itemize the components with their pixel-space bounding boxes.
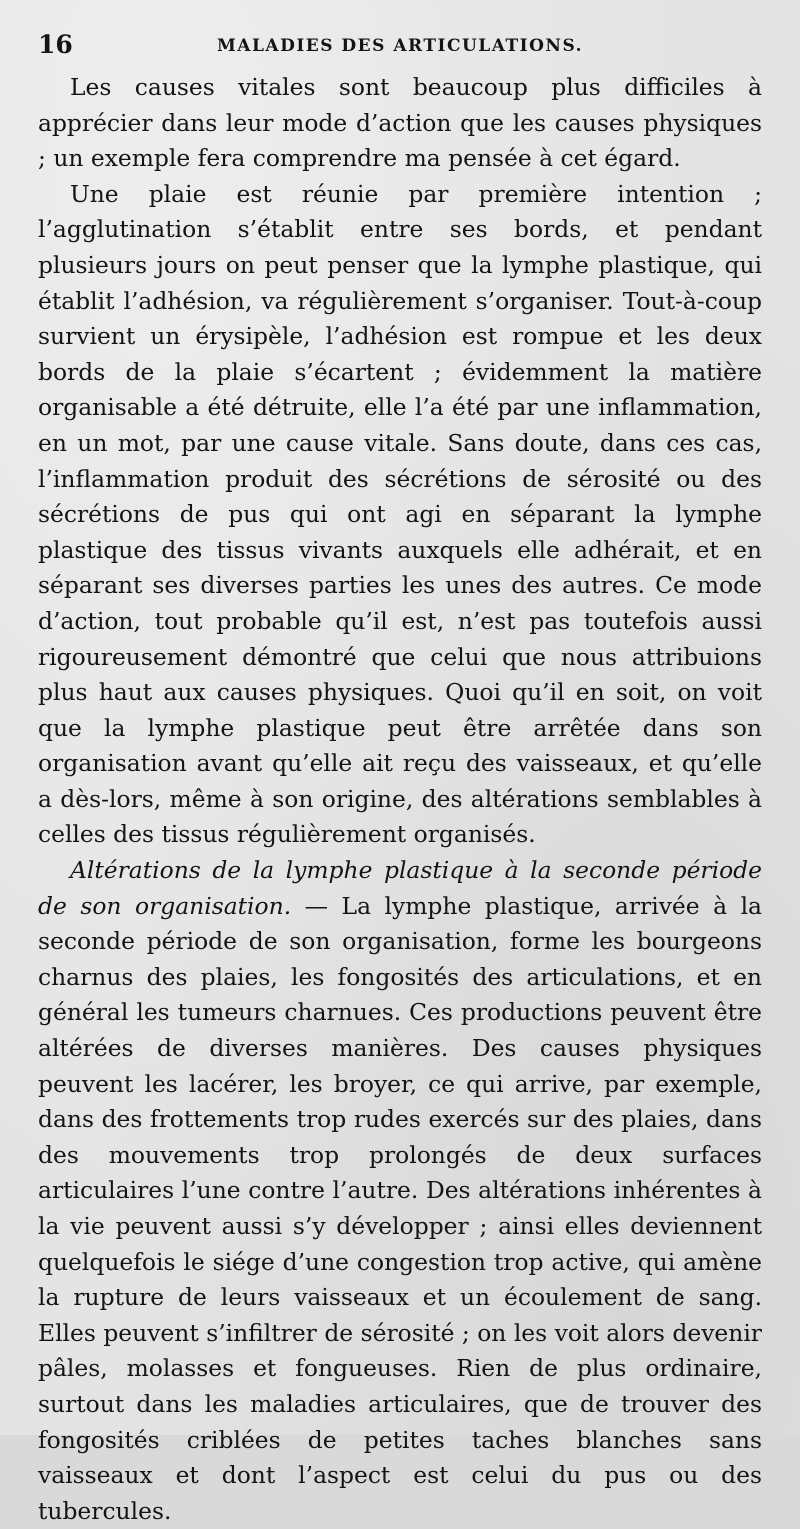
- running-header: [38, 30, 762, 66]
- paragraph-vital-causes: Les causes vitales sont beaucoup plus difficiles à apprécier dans leur mode d’action que les causes physiques ; un exemple fera comprendre ma pensée à cet égard.: [38, 73, 762, 173]
- section-title: Altérations de la lymphe plastique à la seconde période de son organisation.: [38, 856, 762, 920]
- paragraph-wound-example: Une plaie est réunie par première intention ; l’agglutination s’établit entre ses bords, et pendant plusieurs jours on peut penser que la lymphe plastique, qui établit l’adhésion, va régulièrement s’organiser. Tout-à-coup survient un érysipèle, l’adhésion est rompue et les deux bords de la plaie s’écartent ; évidemment la matière organisable a été détruite, elle l’a été par une inflammation, en un mot, par une cause vitale. Sans doute, dans ces cas, l’inflammation produit des sécrétions de sérosité ou des sécrétions de pus qui ont agi en séparant la lymphe plastique des tissus vivants auxquels elle adhérait, et en séparant ses diverses parties les unes des autres. Ce mode d’action, tout probable qu’il est, n’est pas toutefois aussi rigoureusement démontré que celui que nous attribuions plus haut aux causes physiques. Quoi qu’il en soit, on voit que la lymphe plastique peut être arrêtée dans son organisation avant qu’elle ait reçu des vaisseaux, et qu’elle a dès-lors, même à son origine, des altérations semblables à celles des tissus régulièrement organisés.: [38, 179, 762, 849]
- running-title: MALADIES DES ARTICULATIONS.: [216, 36, 584, 56]
- paragraph-second-period: [38, 853, 762, 1529]
- page-number: 16: [38, 30, 73, 59]
- body-text: [38, 70, 762, 1529]
- section-text: — La lymphe plastique, arrivée à la seconde période de son organisation, forme les bourgeons charnus des plaies, les fongosités des articulations, et en général les tumeurs charnues. Ces productions peuvent être altérées de diverses manières. Des causes physiques peuvent les lacérer, les broyer, ce qui arrive, par exemple, dans des frottements trop rudes exercés sur des plaies, dans des mouvements trop prolongés de deux surfaces articulaires l’une contre l’autre. Des altérations inhérentes à la vie peuvent aussi s’y développer ; ainsi elles deviennent quelquefois le siége d’une congestion trop active, qui amène la rupture de leurs vaisseaux et un écoulement de sang. Elles peuvent s’infiltrer de sérosité ; on les voit alors devenir pâles, molasses et fongueuses. Rien de plus ordinaire, surtout dans les maladies articulaires, que de trouver des fongosités criblées de petites taches blanches sans vaisseaux et dont l’aspect est celui du pus ou des tubercules.: [38, 891, 762, 1525]
